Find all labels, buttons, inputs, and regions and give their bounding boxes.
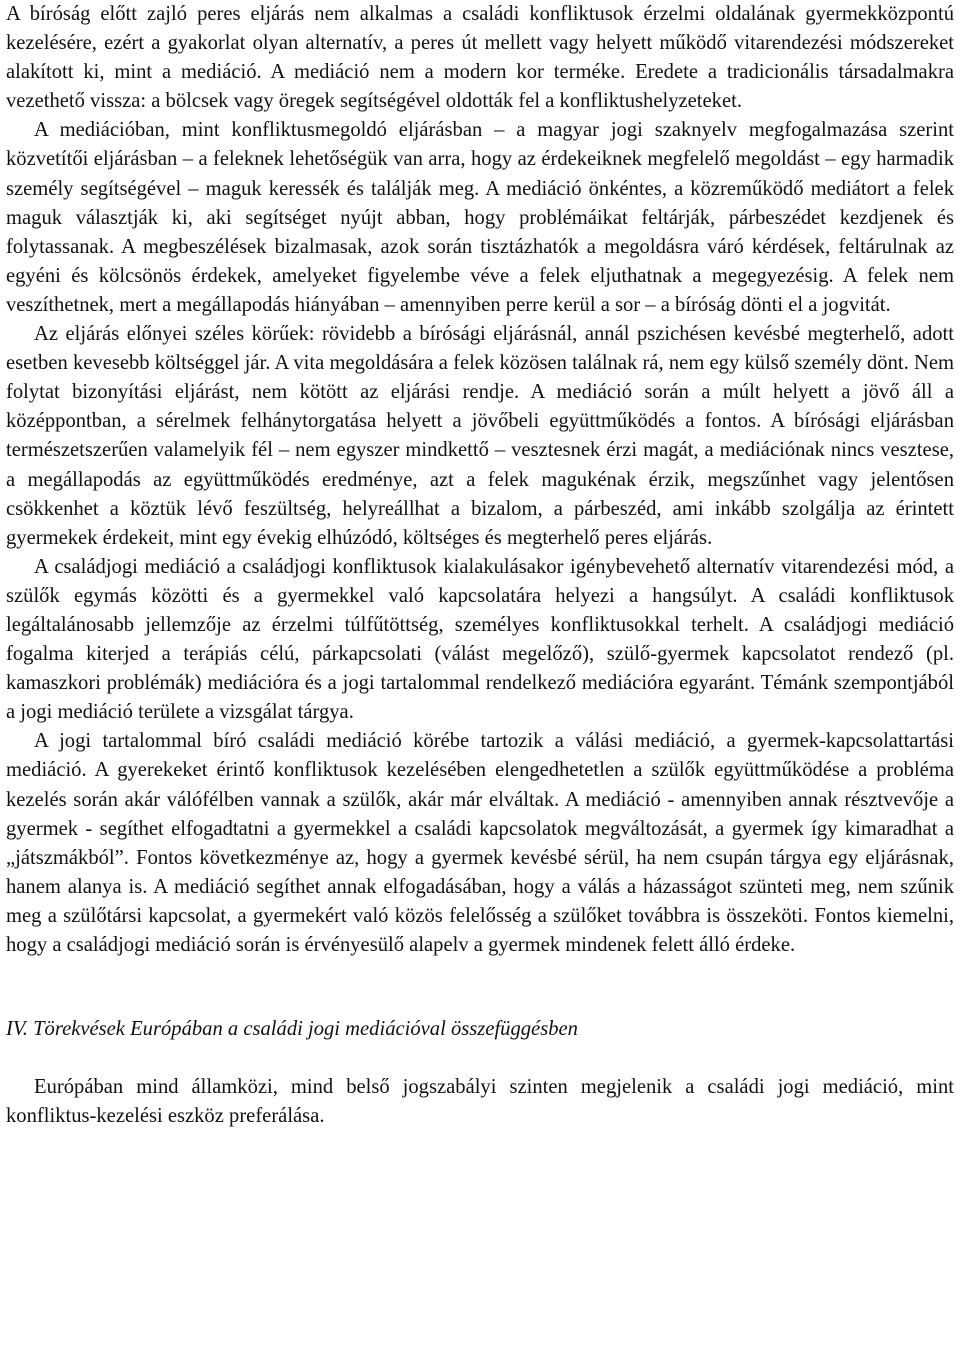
paragraph-1: A bíróság előtt zajló peres eljárás nem alkalmas a családi konfliktusok érzelmi oldalának gyermekközpontú kezelésére, ezért a gyakorlat olyan alternatív, a peres út mellett vagy helyett működő vitarendezési módszereket alakított ki, mint a mediáció. A mediáció nem a modern kor terméke. Eredete a tradicionális társadalmakra vezethető vissza: a bölcsek vagy öregek segítségével oldották fel a konfliktushelyzeteket. [6, 3, 954, 113]
paragraph-5: A jogi tartalommal bíró családi mediáció körébe tartozik a válási mediáció, a gyermek-kapcsolattartási mediáció. A gyerekeket érintő konfliktusok kezelésében elengedhetetlen a szülők együttműködése a probléma kezelés során akár válófélben vannak a szülők, akár már elváltak. A mediáció - amennyiben annak résztvevője a gyermek - segíthet elfogadtatni a gyermekkel a családi kapcsolatok megváltozását, a gyermek így kimaradhat a „játszmákból”. Fontos következménye az, hogy a gyermek kevésbé sérül, ha nem csupán tárgya egy eljárásnak, hanem alanya is. A mediáció segíthet annak elfogadásában, hogy a válás a házasságot szünteti meg, nem szűnik meg a szülőtársi kapcsolat, a gyermekért való közös felelősség a szülőket továbbra is összeköti. Fontos kiemelni, hogy a családjogi mediáció során is érvényesülő alapelv a gyermek mindenek felett álló érdeke. [6, 730, 954, 956]
closing-paragraph: Európában mind államközi, mind belső jogszabályi szinten megjelenik a családi jogi mediáció, mint konfliktus-kezelési eszköz preferálása. [6, 1076, 954, 1128]
heading-spacer [6, 1044, 954, 1073]
document-page [6, 0, 954, 1131]
paragraph-3: Az eljárás előnyei széles körűek: rövidebb a bírósági eljárásnál, annál pszichésen kevésbé megterhelő, adott esetben kevesebb költséggel jár. A vita megoldására a felek közösen találnak rá, nem egy külső személy dönt. Nem folytat bizonyítási eljárást, nem kötött az eljárási rendje. A mediáció során a múlt helyett a jövő áll a középpontban, a sérelmek felhánytorgatása helyett a jövőbeli együttműködés a fontos. A bírósági eljárásban természetszerűen valamelyik fél – nem egyszer mindkettő – vesztesnek érzi magát, a mediációnak nincs vesztese, a megállapodás az együttműködés eredménye, azt a felek magukénak érzik, megszűnhet vagy jelentősen csökkenhet a köztük lévő feszültség, helyreállhat a bizalom, a párbeszéd, ami inkább szolgálja az érintett gyermekek érdekeit, mint egy évekig elhúzódó, költséges és megterhelő peres eljárás. [6, 323, 954, 549]
section-heading: IV. Törekvések Európában a családi jogi mediációval összefüggésben [6, 1018, 578, 1041]
paragraph-4: A családjogi mediáció a családjogi konfliktusok kialakulásakor igénybevehető alternatív vitarendezési mód, a szülők egymás közötti és a gyermekkel való kapcsolatára helyezi a hangsúlyt. A családi konfliktusok legáltalánosabb jellemzője az érzelmi túlfűtöttség, személyes konfliktusokkal terhelt. A családjogi mediáció fogalma kiterjed a terápiás célú, párkapcsolati (válást megelőző), szülő-gyermek kapcsolatot rendező (pl. kamaszkori problémák) mediációra és a jogi tartalommal rendelkező mediációra egyaránt. Témánk szempontjából a jogi mediáció területe a vizsgálat tárgya. [6, 555, 954, 724]
paragraph-2: A mediációban, mint konfliktusmegoldó eljárásban – a magyar jogi szaknyelv megfogalmazása szerint közvetítői eljárásban – a feleknek lehetőségük van arra, hogy az érdekeiknek megfelelő megoldást – egy harmadik személy segítségével – maguk keressék és találják meg. A mediáció önkéntes, a közreműködő mediátort a felek maguk választják ki, aki segítséget nyújt abban, hogy problémáikat feltárják, párbeszédet kezdjenek és folytassanak. A megbeszélések bizalmasak, azok során tisztázhatók a megoldásra váró kérdések, feltárulnak az egyéni és kölcsönös érdekek, amelyeket figyelembe véve a felek eljuthatnak a megegyezésig. A felek nem veszíthetnek, mert a megállapodás hiányában – amennyiben perre kerül a sor – a bíróság dönti el a jogvitát. [6, 119, 954, 316]
section-spacer [6, 960, 954, 1015]
